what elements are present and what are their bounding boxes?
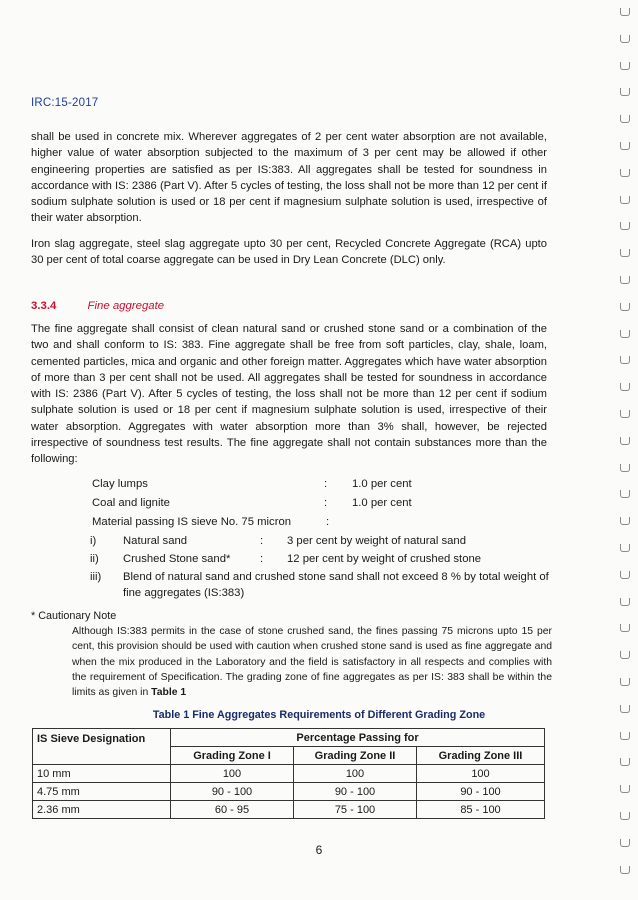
limit-colon: : bbox=[326, 516, 330, 528]
binding-ring bbox=[620, 62, 630, 70]
limit-colon: : bbox=[324, 497, 328, 509]
binding-ring bbox=[620, 115, 630, 123]
binding-ring bbox=[620, 705, 630, 713]
section-heading bbox=[31, 300, 164, 312]
binding-ring bbox=[620, 330, 630, 338]
binding-ring bbox=[620, 866, 630, 874]
table-header-row bbox=[33, 729, 545, 747]
cell-sieve: 4.75 mm bbox=[33, 783, 171, 801]
table-caption: Table 1 Fine Aggregates Requirements of Different Grading Zone bbox=[152, 709, 486, 721]
cell-zone-1: 90 - 100 bbox=[171, 783, 294, 801]
sub-item-value: 12 per cent by weight of crushed stone bbox=[287, 553, 482, 565]
header-zone-1: Grading Zone I bbox=[171, 747, 294, 765]
cell-zone-2: 90 - 100 bbox=[294, 783, 417, 801]
binding-ring bbox=[620, 88, 630, 96]
limit-label: Material passing IS sieve No. 75 micron bbox=[92, 516, 292, 528]
cell-zone-2: 75 - 100 bbox=[294, 801, 417, 819]
binding-ring bbox=[620, 303, 630, 311]
sub-item-name: Crushed Stone sand* bbox=[123, 553, 231, 565]
cell-sieve: 10 mm bbox=[33, 765, 171, 783]
table-row bbox=[33, 765, 545, 783]
paragraph-slag-aggregate: Iron slag aggregate, steel slag aggregate upto 30 per cent, Recycled Concrete Aggregate (RCA) upto 30 per cent of total coarse aggregate can be used in Dry Lean Concrete (DLC) only. bbox=[31, 238, 547, 267]
limit-colon: : bbox=[324, 478, 328, 490]
binding-ring bbox=[620, 196, 630, 204]
cautionary-note-text bbox=[72, 624, 552, 700]
cell-zone-1: 100 bbox=[171, 765, 294, 783]
table-reference: Table 1 bbox=[151, 687, 187, 699]
cautionary-note-heading: * Cautionary Note bbox=[31, 610, 117, 622]
binding-ring bbox=[620, 8, 630, 16]
section-title: Fine aggregate bbox=[87, 300, 165, 312]
binding-ring bbox=[620, 651, 630, 659]
cell-zone-3: 100 bbox=[417, 765, 545, 783]
cell-zone-3: 85 - 100 bbox=[417, 801, 545, 819]
binding-ring bbox=[620, 249, 630, 257]
sub-item-blend-text: Blend of natural sand and crushed stone sand shall not exceed 8 % by total weight of fine aggregates (IS:383) bbox=[123, 571, 549, 599]
binding-ring bbox=[620, 490, 630, 498]
paragraph-water-absorption: shall be used in concrete mix. Wherever aggregates of 2 per cent water absorption are not available, higher value of water absorption subjected to the maximum of 3 per cent may be allowed if other engineering properties are satisfied as per IS:383. All aggregates shall be tested for soundness in accordance with IS: 2386 (Part V). After 5 cycles of testing, the loss shall not be more than 12 per cent if sodium sulphate solution is used or 18 per cent if magnesium sulphate solution is used, irrespective of their water absorption. bbox=[31, 131, 547, 225]
header-percentage-passing: Percentage Passing for bbox=[171, 729, 545, 747]
sub-item-numeral: ii) bbox=[90, 553, 99, 565]
paragraph-fine-aggregate: The fine aggregate shall consist of clean natural sand or crushed stone sand or a combination of the two and shall conform to IS: 383. Fine aggregate shall be free from soft particles, clay, shale, loam, cemented particles, mica and organic and other foreign matter. Aggregates which have water absorption of more than 3 per cent shall not be used. All aggregates shall be tested for soundness in accordance with IS: 2386 (Part V). After 5 cycles of testing, the loss shall not be more than 12 per cent if sodium sulphate solution is used or 18 per cent if magnesium sulphate solution is used, irrespective of their water absorption. Aggregates with water absorption more than 3% shall, however, be rejected irrespective of soundness test results. The fine aggregate shall not contain substances more than the following: bbox=[31, 323, 547, 466]
binding-ring bbox=[620, 222, 630, 230]
binding-ring bbox=[620, 410, 630, 418]
binding-ring bbox=[620, 383, 630, 391]
binding-ring bbox=[620, 678, 630, 686]
cautionary-note-body: Although IS:383 permits in the case of stone crushed sand, the fines passing 75 microns upto 15 per cent, this provision should be used with caution when crushed stone sand is used as fine aggregate and when the mix produced in the Laboratory and the field is satisfactory in all respects and complies with the requirement of Specification. The grading zone of fine aggregates as per IS: 383 shall be within the limits as given in bbox=[72, 626, 552, 699]
binding-ring bbox=[620, 276, 630, 284]
cell-sieve: 2.36 mm bbox=[33, 801, 171, 819]
header-zone-3: Grading Zone III bbox=[417, 747, 545, 765]
header-zone-2: Grading Zone II bbox=[294, 747, 417, 765]
binding-ring bbox=[620, 142, 630, 150]
binding-ring bbox=[620, 464, 630, 472]
binding-ring bbox=[620, 35, 630, 43]
sub-item-numeral: i) bbox=[90, 535, 97, 547]
sub-item-colon: : bbox=[260, 535, 264, 547]
sub-item-colon: : bbox=[260, 553, 264, 565]
binding-ring bbox=[620, 732, 630, 740]
binding-ring bbox=[620, 437, 630, 445]
binding-ring bbox=[620, 356, 630, 364]
binding-ring bbox=[620, 571, 630, 579]
limit-value: 1.0 per cent bbox=[352, 478, 412, 490]
cell-zone-3: 90 - 100 bbox=[417, 783, 545, 801]
binding-ring bbox=[620, 812, 630, 820]
limit-value: 1.0 per cent bbox=[352, 497, 412, 509]
binding-ring bbox=[620, 758, 630, 766]
header-sieve-designation: IS Sieve Designation bbox=[33, 729, 171, 765]
spiral-binding bbox=[618, 0, 634, 900]
table-row bbox=[33, 801, 545, 819]
binding-ring bbox=[620, 839, 630, 847]
table-row bbox=[33, 783, 545, 801]
document-reference: IRC:15-2017 bbox=[31, 97, 99, 109]
sub-item-name: Natural sand bbox=[123, 535, 188, 547]
sub-item-numeral: iii) bbox=[90, 571, 102, 583]
limit-label: Coal and lignite bbox=[92, 497, 170, 509]
cell-zone-1: 60 - 95 bbox=[171, 801, 294, 819]
page-number: 6 bbox=[315, 843, 323, 857]
binding-ring bbox=[620, 544, 630, 552]
limit-label: Clay lumps bbox=[92, 478, 148, 490]
cell-zone-2: 100 bbox=[294, 765, 417, 783]
sub-item-value: 3 per cent by weight of natural sand bbox=[287, 535, 466, 547]
binding-ring bbox=[620, 598, 630, 606]
binding-ring bbox=[620, 785, 630, 793]
binding-ring bbox=[620, 169, 630, 177]
section-number: 3.3.4 bbox=[31, 300, 57, 312]
binding-ring bbox=[620, 624, 630, 632]
binding-ring bbox=[620, 517, 630, 525]
grading-zone-table bbox=[32, 728, 545, 819]
